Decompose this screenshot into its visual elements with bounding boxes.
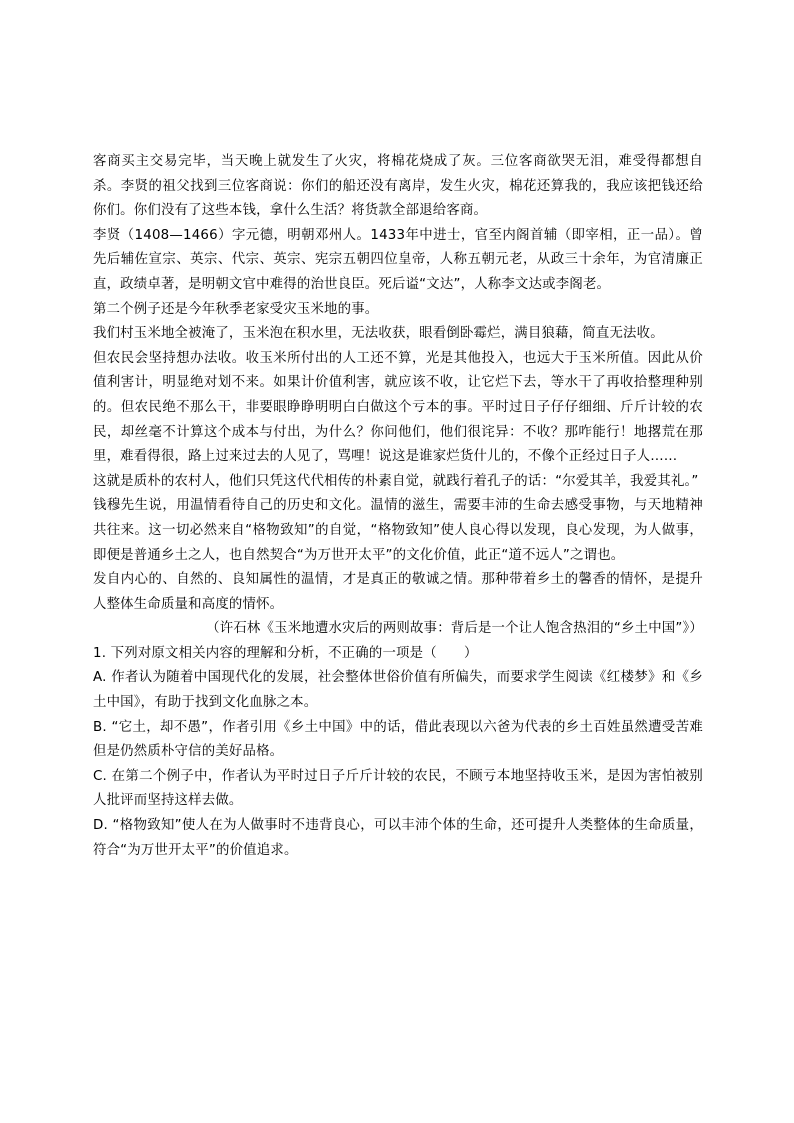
option-d: D. “格物致知”使人在为人做事时不违背良心，可以丰沛个体的生命，还可提升人类整体的生命质量，符合“为万世开太平”的价值追求。	[93, 818, 703, 858]
passage-paragraph: 李贤（1408—1466）字元德，明朝邓州人。1433年中进士，官至内阁首辅（即宰相，正一品）。曾先后辅佐宣宗、英宗、代宗、英宗、宪宗五朝四位皇帝，人称五朝元老，从政三十余年，为官清廉正直，政绩卓著，是明朝文官中难得的治世良臣。死后谥“文达”，人称李文达或李阁老。	[93, 227, 703, 292]
question-options	[93, 666, 703, 863]
passage-paragraph: 第二个例子还是今年秋季老家受灾玉米地的事。	[93, 301, 379, 317]
passage-source: （许石林《玉米地遭水灾后的两则故事：背后是一个让人饱含热泪的“乡土中国”》）	[206, 621, 703, 637]
option-a: A. 作者认为随着中国现代化的发展，社会整体世俗价值有所偏失，而要求学生阅读《红楼梦》和《乡土中国》，有助于找到文化血脉之本。	[93, 670, 703, 711]
passage-paragraph: 我们村玉米地全被淹了，玉米泡在积水里，无法收获，眼看倒卧霉烂，满目狼藉，简直无法收。	[93, 326, 664, 342]
option-c: C. 在第二个例子中，作者认为平时过日子斤斤计较的农民，不顾亏本地坚持收玉米，是因为害怕被别人批评而坚持这样去做。	[93, 768, 703, 809]
passage-paragraph: 发自内心的、自然的、良知属性的温情，才是真正的敬诚之情。那种带着乡土的馨香的情怀，是提升人整体生命质量和高度的情怀。	[93, 572, 703, 612]
passage-paragraph: 客商买主交易完毕，当天晚上就发生了火灾，将棉花烧成了灰。三位客商欲哭无泪，难受得都想自杀。李贤的祖父找到三位客商说：你们的船还没有离岸，发生火灾，棉花还算我的，我应该把钱还给你们。你们没有了这些本钱，拿什么生活？将货款全部退给客商。	[93, 154, 703, 219]
question-stem: 1. 下列对原文相关内容的理解和分析，不正确的一项是（ ）	[93, 645, 478, 661]
passage-paragraph: 这就是质朴的农村人，他们只凭这代代相传的朴素自觉，就践行着孔子的话：“尔爱其羊，我爱其礼。”	[93, 473, 699, 489]
passage-paragraph: 钱穆先生说，用温情看待自己的历史和文化。温情的滋生，需要丰沛的生命去感受事物，与天地精神共往来。这一切必然来自“格物致知”的自觉，“格物致知”使人良心得以发现，良心发现，为人做事，即便是普通乡土之人，也自然契合“为万世开太平”的文化价值，此正“道不远人”之谓也。	[93, 498, 703, 563]
document-page	[93, 150, 703, 863]
passage-paragraph: 但农民会坚持想办法收。收玉米所付出的人工还不算，光是其他投入，也远大于玉米所值。因此从价值利害计，明显绝对划不来。如果计价值利害，就应该不收，让它烂下去，等水干了再收拾整理种别的。但农民绝不那么干，非要眼睁睁明明白白做这个亏本的事。平时过日子仔仔细细、斤斤计较的农民，却丝毫不计算这个成本与付出，为什么？你问他们，他们很诧异：不收？那咋能行！地撂荒在那里，难看得很，路上过来过去的人见了，骂哩！说这是谁家烂货什儿的，不像个正经过日子人……	[93, 350, 703, 465]
option-b: B. “它土，却不愚”，作者引用《乡土中国》中的话，借此表现以六爸为代表的乡土百姓虽然遭受苦难但是仍然质朴守信的美好品格。	[93, 719, 703, 760]
